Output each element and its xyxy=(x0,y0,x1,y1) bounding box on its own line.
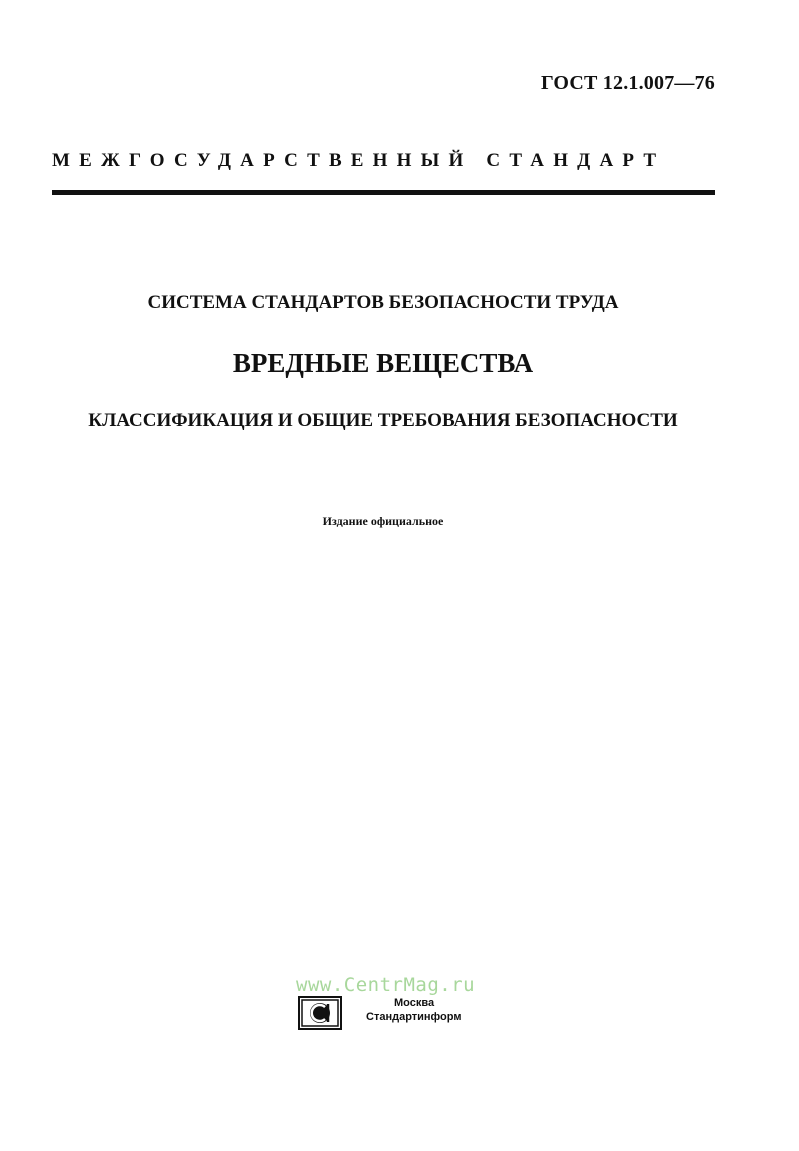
edition-note: Издание официальное xyxy=(322,514,444,528)
publisher-name: Стандартинформ xyxy=(366,1011,462,1023)
subtitle: КЛАССИФИКАЦИЯ И ОБЩИЕ ТРЕБОВАНИЯ БЕЗОПАСНОСТИ xyxy=(88,410,678,431)
main-title: ВРЕДНЫЕ ВЕЩЕСТВА xyxy=(232,348,534,378)
document-code: ГОСТ 12.1.007—76 xyxy=(540,72,715,94)
standard-type-heading: МЕЖГОСУДАРСТВЕННЫЙ СТАНДАРТ xyxy=(52,150,666,171)
standartinform-logo-icon xyxy=(298,996,342,1030)
publisher-city: Москва xyxy=(394,997,435,1009)
watermark-text: www.CentrMag.ru xyxy=(296,974,476,996)
series-title: СИСТЕМА СТАНДАРТОВ БЕЗОПАСНОСТИ ТРУДА xyxy=(147,292,619,313)
header-rule xyxy=(52,190,715,195)
publisher-block xyxy=(298,996,498,1032)
